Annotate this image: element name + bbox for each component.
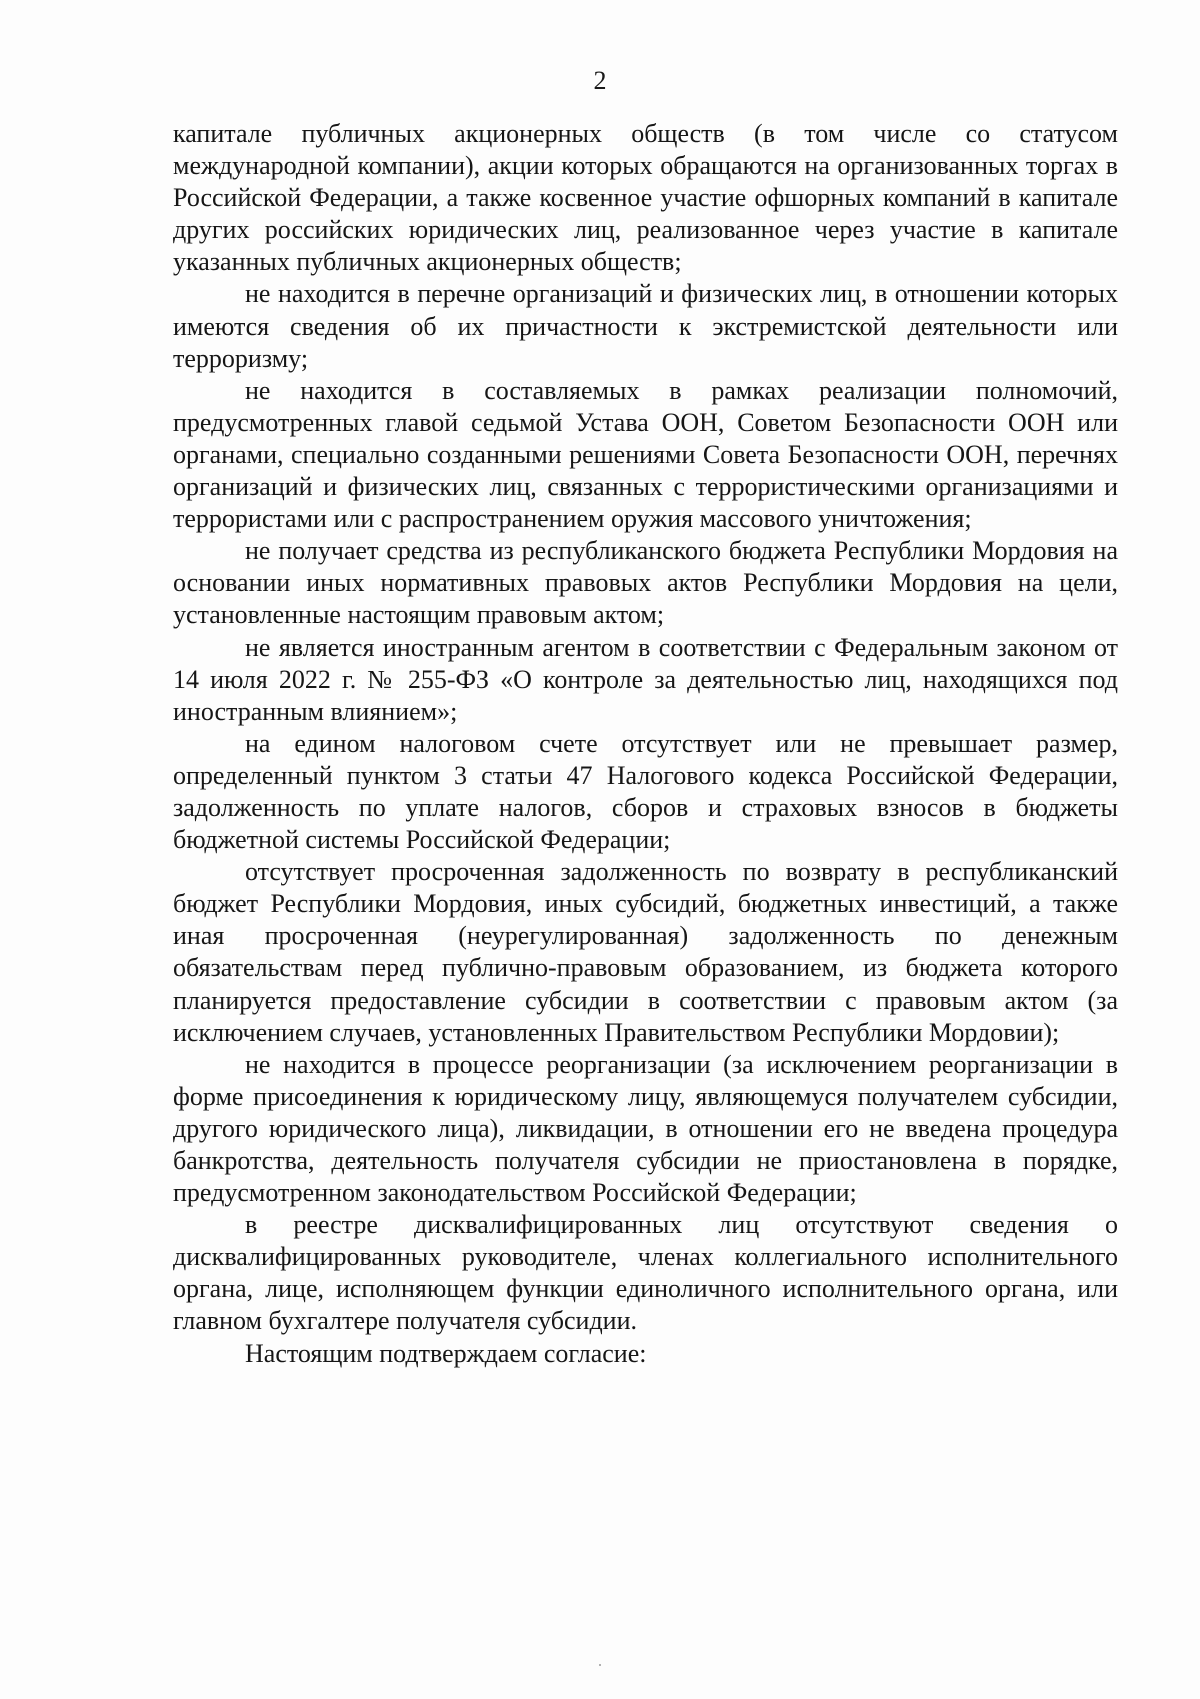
paragraph-tax-account: на едином налоговом счете отсутствует или не превышает размер, определенный пунктом 3 статьи 47 Налогового кодекса Российской Федерации, задолженность по уплате налогов, сборов и страховых взносов в бюджеты бюджетной системы Российской Федерации;	[173, 728, 1118, 855]
page-number: 2	[593, 66, 607, 95]
document-body	[173, 118, 1118, 1370]
paragraph-continuation: капитале публичных акционерных обществ (в том числе со статусом международной компании), акции которых обращаются на организованных торгах в Российской Федерации, а также косвенное участие офшорных компаний в капитале других российских юридических лиц, реализованное через участие в капитале указанных публичных акционерных обществ;	[173, 119, 1118, 277]
paragraph-disqualified-persons: в реестре дисквалифицированных лиц отсутствуют сведения о дисквалифицированных руководителе, членах коллегиального исполнительного органа, лице, исполняющем функции единоличного исполнительного органа, или главном бухгалтере получателя субсидии.	[173, 1210, 1118, 1336]
paragraph-no-other-budget-funds: не получает средства из республиканского бюджета Республики Мордовия на основании иных нормативных правовых актов Республики Мордовия на цели, установленные настоящим правовым актом;	[173, 536, 1118, 630]
paragraph-no-reorganization: не находится в процессе реорганизации (за исключением реорганизации в форме присоединения к юридическому лицу, являющемуся получателем субсидии, другого юридического лица), ликвидации, в отношении его не введена процедура банкротства, деятельность получателя субсидии не приостановлена в порядке, предусмотренном законодательством Российской Федерации;	[173, 1049, 1118, 1208]
scan-dust-mark	[599, 1664, 601, 1666]
paragraph-not-foreign-agent: не является иностранным агентом в соответствии с Федеральным законом от 14 июля 2022 г. № 255-ФЗ «О контроле за деятельностью лиц, находящихся под иностранным влиянием»;	[173, 632, 1118, 726]
paragraph-extremism-list: не находится в перечне организаций и физических лиц, в отношении которых имеются сведения об их причастности к экстремистской деятельности или терроризму;	[173, 279, 1118, 373]
paragraph-no-overdue-debt: отсутствует просроченная задолженность по возврату в республиканский бюджет Республики Мордовия, иных субсидий, бюджетных инвестиций, а также иная просроченная (неурегулированная) задолженность по денежным обязательствам перед публично-правовым образованием, из бюджета которого планируется предоставление субсидии в соответствии с правовым актом (за исключением случаев, установленных Правительством Республики Мордовии);	[173, 857, 1118, 1047]
paragraph-un-sanctions-list: не находится в составляемых в рамках реализации полномочий, предусмотренных главой седьмой Устава ООН, Советом Безопасности ООН или органами, специально созданными решениями Совета Безопасности ООН, перечнях организаций и физических лиц, связанных с террористическими организациями и террористами или с распространением оружия массового уничтожения;	[173, 375, 1118, 534]
paragraph-consent: Настоящим подтверждаем согласие:	[245, 1338, 647, 1368]
